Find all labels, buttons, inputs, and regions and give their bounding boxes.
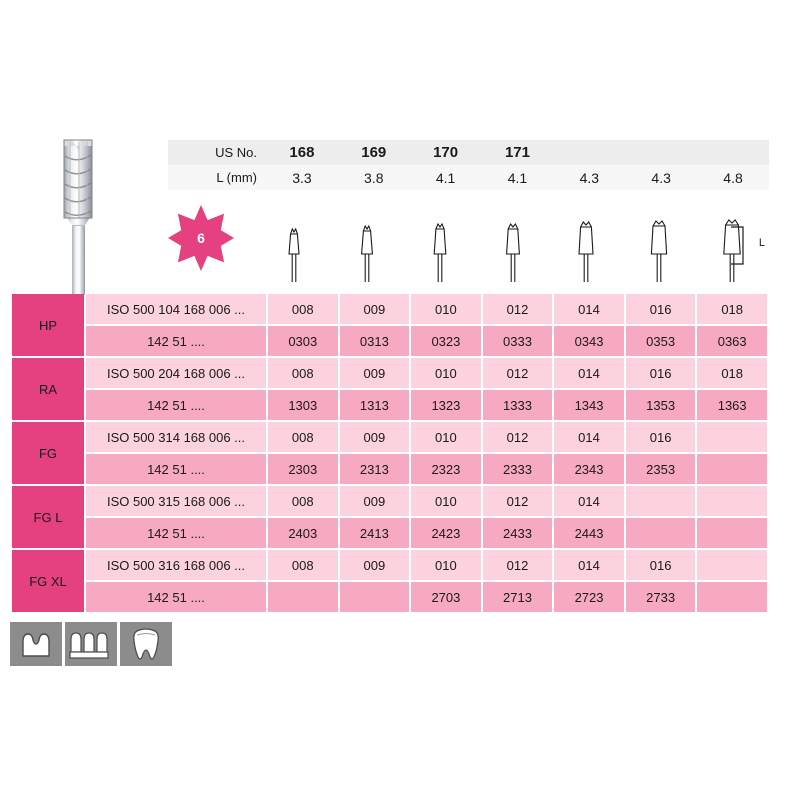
cell-ra-order-7: 1363	[697, 390, 767, 420]
cell-fg-order-6: 2353	[626, 454, 696, 484]
cell-ra-iso-1: 008	[268, 358, 338, 388]
cell-fgxl-order-2	[340, 582, 410, 612]
cell-fgxl-order-7	[697, 582, 767, 612]
iso-ref-fg-xl: ISO 500 316 168 006 ...	[86, 550, 266, 580]
us-no-cell-6	[625, 140, 697, 165]
cell-hp-order-1: 0303	[268, 326, 338, 356]
cell-fgxl-order-3: 2703	[411, 582, 481, 612]
length-cell-7: 4.8	[697, 165, 769, 190]
cell-ra-order-5: 1343	[554, 390, 624, 420]
cell-fg-iso-6: 016	[626, 422, 696, 452]
cell-fgl-iso-6	[626, 486, 696, 516]
cell-fgl-iso-2: 009	[340, 486, 410, 516]
specification-header-table	[168, 140, 769, 190]
cell-fg-iso-4: 012	[483, 422, 553, 452]
cell-hp-iso-1: 008	[268, 294, 338, 324]
length-cell-5: 4.3	[553, 165, 625, 190]
cell-ra-iso-3: 010	[411, 358, 481, 388]
cell-fgxl-order-5: 2723	[554, 582, 624, 612]
cell-ra-iso-4: 012	[483, 358, 553, 388]
cell-ra-iso-5: 014	[554, 358, 624, 388]
bur-head-shape-016	[622, 210, 695, 285]
cell-hp-iso-7: 018	[697, 294, 767, 324]
cell-hp-iso-2: 009	[340, 294, 410, 324]
cell-fgxl-iso-3: 010	[411, 550, 481, 580]
us-no-cell-4: 171	[482, 140, 554, 165]
us-no-cell-1: 168	[266, 140, 338, 165]
cell-fg-order-1: 2303	[268, 454, 338, 484]
cell-fg-iso-7	[697, 422, 767, 452]
iso-ref-hp: ISO 500 104 168 006 ...	[86, 294, 266, 324]
product-number-table	[10, 292, 769, 614]
us-no-cell-5	[553, 140, 625, 165]
table-row	[12, 454, 767, 484]
cell-fgl-iso-7	[697, 486, 767, 516]
cell-hp-order-5: 0343	[554, 326, 624, 356]
bur-head-shape-009	[330, 210, 403, 285]
cell-fgxl-iso-5: 014	[554, 550, 624, 580]
table-row	[12, 486, 767, 516]
cell-fgxl-order-1	[268, 582, 338, 612]
cell-fgl-order-4: 2433	[483, 518, 553, 548]
us-no-cell-2: 169	[338, 140, 410, 165]
crown-preparation-icon	[10, 622, 62, 666]
cell-fgxl-iso-6: 016	[626, 550, 696, 580]
row-label-length: L (mm)	[168, 165, 266, 190]
group-label-fg-xl: FG XL	[12, 550, 84, 612]
bur-drawing-svg	[48, 130, 108, 295]
cell-ra-order-2: 1313	[340, 390, 410, 420]
cell-hp-iso-3: 010	[411, 294, 481, 324]
table-row	[12, 390, 767, 420]
group-label-hp: HP	[12, 294, 84, 356]
length-cell-1: 3.3	[266, 165, 338, 190]
length-cell-4: 4.1	[482, 165, 554, 190]
table-row	[12, 550, 767, 580]
tooth-icon	[120, 622, 172, 666]
row-label-us-no: US No.	[168, 140, 266, 165]
cell-ra-iso-2: 009	[340, 358, 410, 388]
cell-hp-iso-5: 014	[554, 294, 624, 324]
table-row-length	[168, 165, 769, 190]
cell-fgxl-iso-7	[697, 550, 767, 580]
cell-ra-order-3: 1323	[411, 390, 481, 420]
indication-icon-strip	[10, 622, 172, 666]
cell-fgxl-order-4: 2713	[483, 582, 553, 612]
cell-hp-order-7: 0363	[697, 326, 767, 356]
cell-ra-iso-7: 018	[697, 358, 767, 388]
group-label-fg: FG	[12, 422, 84, 484]
cell-fg-iso-5: 014	[554, 422, 624, 452]
iso-ref-fg-l: ISO 500 315 168 006 ...	[86, 486, 266, 516]
table-row	[12, 582, 767, 612]
table-row	[12, 358, 767, 388]
cell-fgxl-iso-2: 009	[340, 550, 410, 580]
bur-head-shape-012	[476, 210, 549, 285]
cell-fgxl-iso-4: 012	[483, 550, 553, 580]
order-ref-fg: 142 51 ....	[86, 454, 266, 484]
length-cell-3: 4.1	[410, 165, 482, 190]
length-cell-6: 4.3	[625, 165, 697, 190]
cell-fgl-iso-4: 012	[483, 486, 553, 516]
cell-fg-order-3: 2323	[411, 454, 481, 484]
bur-head-shape-010	[403, 210, 476, 285]
cell-fg-iso-2: 009	[340, 422, 410, 452]
length-cell-2: 3.8	[338, 165, 410, 190]
star-badge	[168, 205, 234, 271]
group-label-fg-l: FG L	[12, 486, 84, 548]
order-ref-ra: 142 51 ....	[86, 390, 266, 420]
cell-fg-order-7	[697, 454, 767, 484]
us-no-cell-3: 170	[410, 140, 482, 165]
cell-ra-order-6: 1353	[626, 390, 696, 420]
cell-fgl-order-2: 2413	[340, 518, 410, 548]
bur-head-shape-014	[549, 210, 622, 285]
group-label-ra: RA	[12, 358, 84, 420]
cell-fgl-order-6	[626, 518, 696, 548]
length-dimension-label: L	[758, 237, 765, 249]
bur-head-shapes-row	[257, 210, 769, 285]
cell-hp-order-3: 0323	[411, 326, 481, 356]
cell-fg-order-4: 2333	[483, 454, 553, 484]
table-row	[12, 518, 767, 548]
cell-fgl-order-5: 2443	[554, 518, 624, 548]
star-badge-label: 6	[197, 230, 205, 246]
cell-ra-iso-6: 016	[626, 358, 696, 388]
iso-ref-fg: ISO 500 314 168 006 ...	[86, 422, 266, 452]
cell-hp-order-2: 0313	[340, 326, 410, 356]
cell-fgxl-iso-1: 008	[268, 550, 338, 580]
cell-fgl-order-1: 2403	[268, 518, 338, 548]
cell-fgxl-order-6: 2733	[626, 582, 696, 612]
cell-ra-order-1: 1303	[268, 390, 338, 420]
us-no-cell-7	[697, 140, 769, 165]
cell-fg-iso-1: 008	[268, 422, 338, 452]
bur-head-shape-008	[257, 210, 330, 285]
order-ref-hp: 142 51 ....	[86, 326, 266, 356]
cell-fgl-iso-1: 008	[268, 486, 338, 516]
cell-ra-order-4: 1333	[483, 390, 553, 420]
cell-fgl-order-7	[697, 518, 767, 548]
length-dimension-bracket	[729, 222, 763, 268]
cell-hp-iso-4: 012	[483, 294, 553, 324]
cell-fg-iso-3: 010	[411, 422, 481, 452]
table-row	[12, 294, 767, 324]
iso-ref-ra: ISO 500 204 168 006 ...	[86, 358, 266, 388]
bridge-preparation-icon	[65, 622, 117, 666]
cell-hp-order-6: 0353	[626, 326, 696, 356]
cell-fgl-order-3: 2423	[411, 518, 481, 548]
cell-hp-order-4: 0333	[483, 326, 553, 356]
table-row-us-no	[168, 140, 769, 165]
cell-fgl-iso-5: 014	[554, 486, 624, 516]
cell-fg-order-5: 2343	[554, 454, 624, 484]
cell-hp-iso-6: 016	[626, 294, 696, 324]
table-row	[12, 326, 767, 356]
fissure-bur-illustration	[48, 130, 108, 295]
cell-fgl-iso-3: 010	[411, 486, 481, 516]
cell-fg-order-2: 2313	[340, 454, 410, 484]
order-ref-fg-xl: 142 51 ....	[86, 582, 266, 612]
table-row	[12, 422, 767, 452]
order-ref-fg-l: 142 51 ....	[86, 518, 266, 548]
